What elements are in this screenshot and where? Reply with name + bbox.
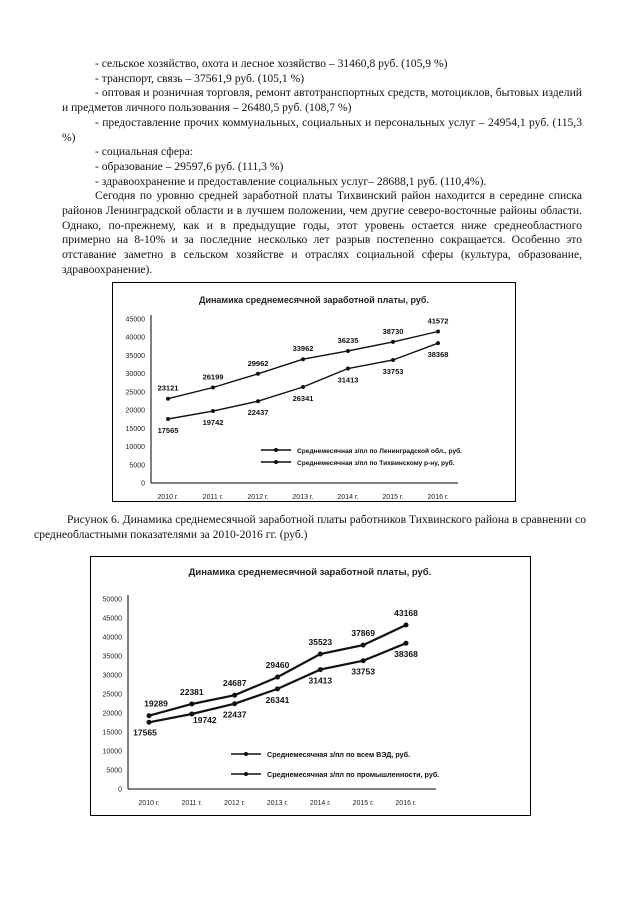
- chart-2-series-2-line: [149, 643, 406, 722]
- chart-1-x-tick-label: 2015 г.: [382, 494, 404, 501]
- chart-1-series-1-point: [391, 340, 395, 344]
- chart-1-x-tick-label: 2014 г.: [337, 494, 359, 501]
- chart-1-y-tick-label: 40000: [125, 334, 145, 342]
- chart-2-series-1-point: [361, 643, 366, 648]
- chart-2-y-tick-label: 30000: [102, 672, 122, 680]
- chart-2-y-tick-label: 0: [118, 786, 122, 794]
- chart-2-y-tick-label: 25000: [102, 691, 122, 699]
- chart-1-y-tick-label: 45000: [125, 316, 145, 324]
- chart-1-x-tick-label: 2012 г.: [247, 494, 269, 501]
- chart-2-series-1-data-label: 29460: [265, 660, 290, 671]
- chart-1-series-1-data-label: 26199: [202, 372, 224, 382]
- chart-1-y-tick-label: 25000: [125, 389, 145, 397]
- chart-2-series-2-data-label: 31413: [308, 675, 333, 686]
- chart-2-series-1-data-label: 19289: [144, 698, 168, 709]
- body-paragraph: Сегодня по уровню средней заработной платы Тихвинский район находится в середине списка районов Ленинградской области и в лучшем положении, чем другие северо-восточные районы области. Однако, по-прежнему, как и в предыдущие годы, этот уровень остается ниже среднеобластного примерно на 8-10% и за последние несколько лет разрыв постепенно сокращается. Особенно это отставание заметно в сельском хозяйстве и отраслях социальной сферы (культура, образование, здравоохранение).: [62, 189, 582, 276]
- chart-2-series-1-data-label: 22381: [180, 686, 204, 697]
- chart-2-series-2-point: [404, 641, 409, 646]
- figure-caption-text: Рисунок 6. Динамика среднемесячной заработной платы работников Тихвинского района в сравнении со среднеобластными показателями за 2010-2016 гг. (руб.): [34, 513, 586, 541]
- chart-1-x-tick-label: 2016 г.: [427, 494, 449, 501]
- chart-2-series-1-data-label: 43168: [394, 607, 418, 618]
- chart-1-series-2-data-label: 31413: [337, 375, 359, 385]
- chart-1-x-tick-label: 2010 г.: [157, 494, 179, 501]
- chart-2-x-tick-label: 2014 г.: [309, 800, 331, 807]
- chart-1-series-2-data-label: 17565: [157, 425, 179, 435]
- chart-2-series-2-point: [147, 720, 152, 725]
- chart-1-y-tick-label: 35000: [125, 352, 145, 360]
- chart-2-legend-marker: [244, 752, 248, 756]
- chart-2-y-tick-label: 15000: [102, 729, 122, 737]
- chart-1-y-tick-label: 15000: [125, 425, 145, 433]
- chart-1-series-2-point: [211, 409, 215, 413]
- chart-2-legend-label: Среднемесячная з/пл по всем ВЭД, руб.: [267, 750, 411, 759]
- chart-2-series-1-point: [404, 622, 409, 627]
- chart-2-y-tick-label: 5000: [106, 767, 122, 775]
- chart-1-series-1-data-label: 41572: [427, 316, 449, 326]
- chart-1-series-1-point: [301, 357, 305, 361]
- list-item-transport: - транспорт, связь – 37561,9 руб. (105,1 %): [95, 71, 305, 85]
- chart-2-series-2-point: [275, 686, 280, 691]
- list-item-education: - образование – 29597,6 руб. (111,3 %): [95, 159, 284, 173]
- chart-2-series-2-point: [232, 701, 237, 706]
- chart-2-series-2-data-label: 22437: [222, 709, 247, 720]
- chart-2-y-tick-label: 10000: [102, 748, 122, 756]
- chart-2-y-tick-label: 45000: [102, 615, 122, 623]
- chart-2-series-1-point: [147, 713, 152, 718]
- chart-1-y-tick-label: 0: [141, 480, 145, 488]
- list-item-health: - здравоохранение и предоставление социальных услуг– 28688,1 руб. (110,4%).: [95, 174, 487, 188]
- chart-1-series-1-data-label: 38730: [382, 326, 404, 336]
- chart-1-series-2-data-label: 26341: [292, 394, 314, 404]
- chart-2-title: Динамика среднемесячной заработной платы, руб.: [188, 567, 432, 578]
- chart-2: [90, 556, 531, 816]
- chart-2-x-tick-label: 2012 г.: [224, 800, 246, 807]
- chart-1-y-tick-label: 20000: [125, 407, 145, 415]
- chart-2-series-2-data-label: 17565: [133, 727, 157, 738]
- chart-1-x-tick-label: 2011 г.: [202, 494, 224, 501]
- chart-1-series-1-point: [346, 349, 350, 353]
- chart-1-series-2-point: [346, 367, 350, 371]
- chart-1-series-1-data-label: 33962: [292, 344, 314, 354]
- chart-1-series-1-data-label: 23121: [157, 383, 179, 393]
- chart-2-x-tick-label: 2015 г.: [352, 800, 374, 807]
- chart-2-y-tick-label: 50000: [102, 596, 122, 604]
- chart-1-y-tick-label: 10000: [125, 444, 145, 452]
- chart-1-legend-label: Среднемесячная з/пл по Тихвинскому р-ну, руб.: [297, 460, 455, 467]
- chart-1-svg: [113, 283, 515, 501]
- chart-2-series-1-data-label: 37869: [351, 628, 375, 639]
- chart-2-x-tick-label: 2011 г.: [181, 800, 203, 807]
- chart-2-svg: [91, 557, 530, 815]
- chart-1-series-1-point: [166, 397, 170, 401]
- chart-1-series-2-data-label: 19742: [202, 418, 224, 428]
- chart-1-series-2-point: [391, 358, 395, 362]
- chart-2-x-tick-label: 2013 г.: [266, 800, 289, 807]
- chart-1-legend-label: Среднемесячная з/пл по Ленинградской обл., руб.: [297, 448, 463, 455]
- chart-1-series-1-data-label: 36235: [337, 335, 359, 345]
- chart-2-legend-marker: [244, 772, 248, 776]
- chart-2-y-tick-label: 40000: [102, 634, 122, 642]
- chart-1-series-2-point: [436, 341, 440, 345]
- chart-2-legend-label: Среднемесячная з/пл по промышленности, руб.: [267, 770, 440, 779]
- chart-2-series-1-point: [318, 652, 323, 657]
- list-item-social: - социальная сфера:: [95, 145, 194, 159]
- list-item-agriculture: - сельское хозяйство, охота и лесное хозяйство – 31460,8 руб. (105,9 %): [95, 57, 448, 70]
- list-item-trade: - оптовая и розничная торговля, ремонт автотранспортных средств, мотоциклов, бытовых изделий и предметов личного пользования – 26480,5 руб. (108,7 %): [62, 86, 582, 115]
- chart-2-series-1-point: [232, 693, 237, 698]
- figure-caption: [34, 513, 586, 542]
- list-item-services: - предоставление прочих коммунальных, социальных и персональных услуг – 24954,1 руб. (115,3 %): [62, 115, 582, 144]
- chart-2-x-tick-label: 2010 г.: [138, 800, 160, 807]
- chart-2-series-1-point: [189, 701, 194, 706]
- chart-1-series-2-point: [256, 399, 260, 403]
- chart-1-title: Динамика среднемесячной заработной платы, руб.: [199, 295, 429, 305]
- chart-2-series-1-data-label: 35523: [308, 637, 333, 648]
- chart-2-y-tick-label: 20000: [102, 710, 122, 718]
- body-text-top: [62, 57, 582, 278]
- chart-2-x-tick-label: 2016 г.: [395, 800, 417, 807]
- chart-2-series-2-data-label: 38368: [394, 649, 418, 660]
- chart-1-x-tick-label: 2013 г.: [292, 494, 314, 501]
- chart-2-series-1-point: [275, 675, 280, 680]
- chart-1-series-2-point: [301, 385, 305, 389]
- chart-1-series-2-point: [166, 417, 170, 421]
- chart-2-y-tick-label: 35000: [102, 653, 122, 661]
- chart-2-series-2-point: [318, 667, 323, 672]
- chart-1-y-tick-label: 30000: [125, 371, 145, 379]
- chart-1-series-1-point: [436, 329, 440, 333]
- chart-2-series-2-data-label: 26341: [265, 694, 290, 705]
- chart-2-series-1-data-label: 24687: [222, 678, 247, 689]
- chart-1-legend-marker: [274, 460, 278, 464]
- chart-1-y-tick-label: 5000: [129, 462, 145, 470]
- chart-2-series-2-data-label: 19742: [193, 714, 217, 725]
- chart-1-series-1-point: [211, 386, 215, 390]
- chart-1-series-2-data-label: 33753: [382, 366, 404, 376]
- chart-1: [112, 282, 516, 502]
- chart-2-series-2-data-label: 33753: [351, 666, 375, 677]
- chart-1-series-1-data-label: 29962: [247, 358, 269, 368]
- chart-1-series-2-data-label: 38368: [427, 350, 449, 360]
- chart-1-series-2-data-label: 22437: [247, 408, 269, 418]
- chart-2-series-2-point: [361, 658, 366, 663]
- chart-1-series-1-point: [256, 372, 260, 376]
- chart-1-legend-marker: [274, 448, 278, 452]
